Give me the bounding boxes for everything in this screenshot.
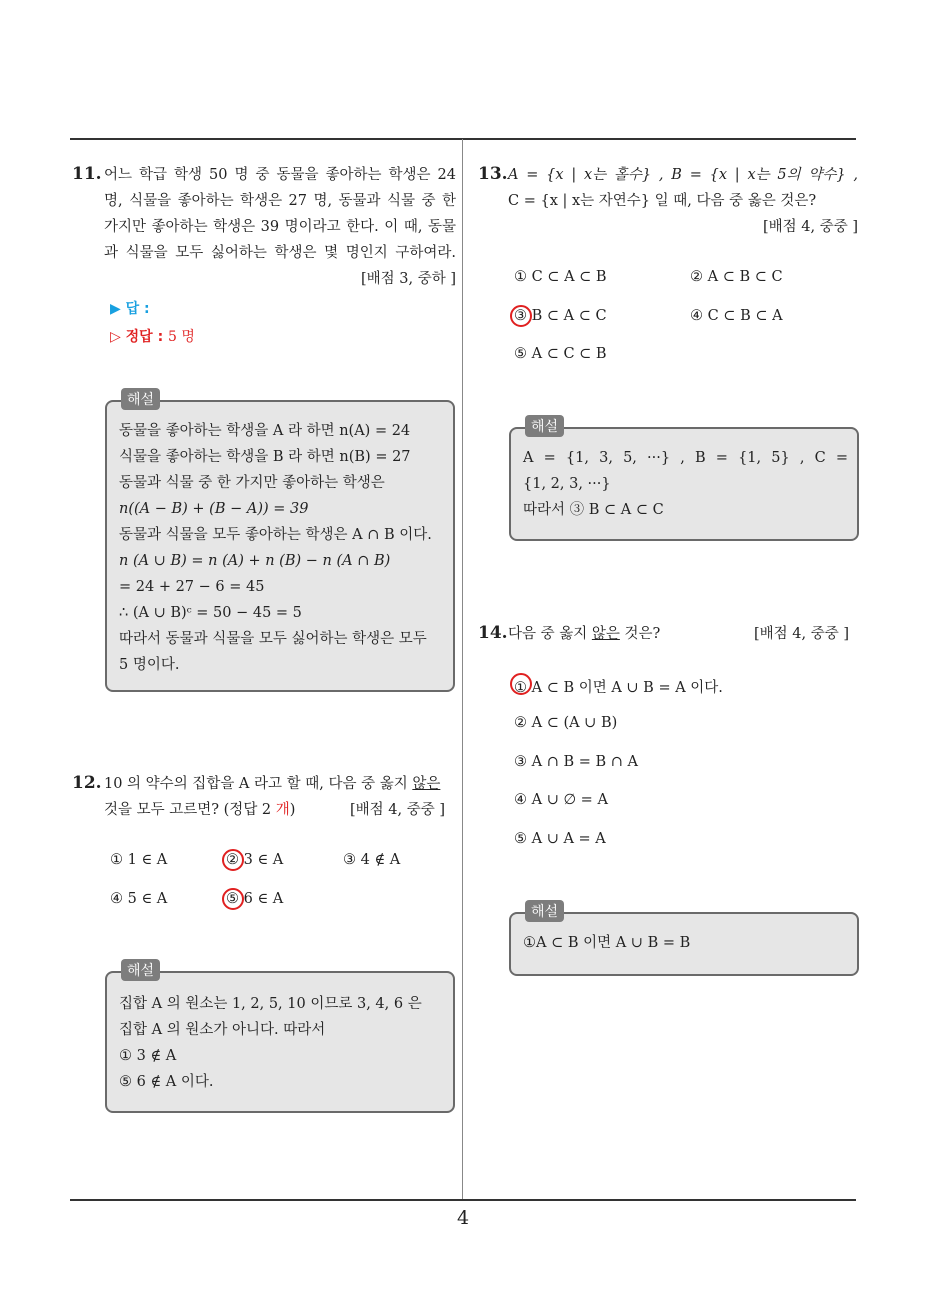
option-4[interactable]: ④ 5 ∈ A	[110, 891, 168, 907]
solution-tag: 해설	[525, 415, 564, 437]
option-2[interactable]: ② A ⊂ (A ∪ B)	[514, 715, 618, 731]
solution-line: 5 명이다.	[119, 657, 180, 673]
option-3[interactable]: ③ A ∩ B = B ∩ A	[514, 754, 638, 770]
question-line: A = {x | x는 홀수} , B = {x | x는 5의 약수} ,	[508, 167, 858, 183]
solution-tag: 해설	[121, 388, 160, 410]
score-label: [배점 4, 중중 ]	[762, 219, 858, 235]
question-line-text: 10 의 약수의 집합을 A 라고 할 때, 다음 중 옳지	[104, 776, 413, 792]
solution-line: A = {1, 3, 5, ···} , B = {1, 5} , C =	[523, 450, 848, 466]
page-number: 4	[456, 1207, 470, 1229]
underlined-word: 않은	[591, 626, 620, 642]
underlined-word: 않은	[412, 776, 441, 792]
solution-line: 식물을 좋아하는 학생을 B 라 하면 n(B) = 27	[119, 449, 411, 465]
bottom-rule	[70, 1199, 856, 1201]
column-divider	[462, 139, 463, 1201]
solution-line: 동물과 식물을 모두 좋아하는 학생은 A ∩ B 이다.	[119, 527, 432, 543]
option-2[interactable]: ② 3 ∈ A	[226, 852, 284, 868]
solution-line: 집합 A 의 원소가 아니다. 따라서	[119, 1022, 326, 1038]
option-3[interactable]: ③ B ⊂ A ⊂ C	[514, 308, 607, 324]
solution-line: n (A ∪ B) = n (A) + n (B) − n (A ∩ B)	[119, 553, 391, 569]
solution-line: 따라서 동물과 식물을 모두 싫어하는 학생은 모두	[119, 631, 427, 647]
question-number: 13.	[478, 164, 508, 184]
score-label: [배점 3, 중하 ]	[360, 271, 456, 287]
question-line: 과 식물을 모두 싫어하는 학생은 몇 명인지 구하여라.	[104, 245, 456, 261]
score-label: [배점 4, 중중 ]	[754, 626, 850, 642]
solution-line: ∴ (A ∪ B)ᶜ = 50 − 45 = 5	[119, 605, 302, 621]
option-1[interactable]: ① C ⊂ A ⊂ B	[514, 269, 607, 285]
score-label: [배점 4, 중중 ]	[350, 802, 446, 818]
option-1[interactable]: ① 1 ∈ A	[110, 852, 168, 868]
question-line	[104, 771, 456, 797]
solution-text	[119, 991, 444, 1095]
question-line: 어느 학급 학생 50 명 중 동물을 좋아하는 학생은 24	[104, 167, 456, 183]
solution-text	[523, 930, 848, 956]
option-5[interactable]: ⑤ A ⊂ C ⊂ B	[514, 346, 607, 362]
solution-line: 집합 A 의 원소는 1, 2, 5, 10 이므로 3, 4, 6 은	[119, 996, 422, 1012]
answer-label: ▶ 답 :	[110, 301, 150, 317]
option-3[interactable]: ③ 4 ∉ A	[343, 852, 401, 868]
solution-line: n((A − B) + (B − A)) = 39	[119, 501, 309, 517]
correct-answer	[110, 326, 195, 346]
solution-box	[105, 963, 455, 1113]
option-1[interactable]: ① A ⊂ B 이면 A ∪ B = A 이다.	[514, 680, 723, 696]
question-number: 11.	[72, 164, 102, 184]
solution-tag: 해설	[525, 900, 564, 922]
option-2[interactable]: ② A ⊂ B ⊂ C	[690, 269, 783, 285]
solution-line: {1, 2, 3, ···}	[523, 476, 611, 492]
solution-line: ⑤ 6 ∉ A 이다.	[119, 1074, 214, 1090]
option-4[interactable]: ④ A ∪ ∅ = A	[514, 792, 608, 808]
solution-line: 따라서 ③ B ⊂ A ⊂ C	[523, 502, 664, 518]
highlighted-word: 개	[275, 802, 290, 818]
question-line: C = {x | x는 자연수} 일 때, 다음 중 옳은 것은?	[508, 193, 817, 209]
solution-box	[509, 419, 859, 541]
question-line: 명, 식물을 좋아하는 학생은 27 명, 동물과 식물 중 한	[104, 193, 456, 209]
solution-line: 동물과 식물 중 한 가지만 좋아하는 학생은	[119, 475, 385, 491]
question-text	[508, 162, 858, 240]
solution-text	[523, 445, 848, 523]
question-line-text: 것을 모두 고르면? (정답 2	[104, 802, 276, 818]
solution-line: = 24 + 27 − 6 = 45	[119, 579, 265, 595]
question-line-text: 다음 중 옳지	[508, 626, 592, 642]
option-5[interactable]: ⑤ 6 ∈ A	[226, 891, 284, 907]
correct-answer-label: ▷ 정답 :	[110, 329, 164, 345]
top-rule	[70, 138, 856, 140]
question-line-text: 것은?	[619, 626, 661, 642]
option-5[interactable]: ⑤ A ∪ A = A	[514, 831, 606, 847]
question-number: 12.	[72, 773, 102, 793]
solution-box	[509, 904, 859, 976]
option-4[interactable]: ④ C ⊂ B ⊂ A	[690, 308, 783, 324]
question-number: 14.	[478, 623, 508, 643]
solution-line: ①A ⊂ B 이면 A ∪ B = B	[523, 935, 691, 951]
question-text	[104, 162, 456, 292]
question-line: 가지만 좋아하는 학생은 39 명이라고 한다. 이 때, 동물	[104, 219, 456, 235]
question-line-text: )	[289, 802, 296, 818]
solution-box	[105, 392, 455, 692]
solution-tag: 해설	[121, 959, 160, 981]
solution-line: 동물을 좋아하는 학생을 A 라 하면 n(A) = 24	[119, 423, 411, 439]
solution-text	[119, 418, 444, 678]
question-text	[508, 621, 660, 647]
correct-answer-value: 5 명	[168, 329, 195, 345]
solution-line: ① 3 ∉ A	[119, 1048, 177, 1064]
